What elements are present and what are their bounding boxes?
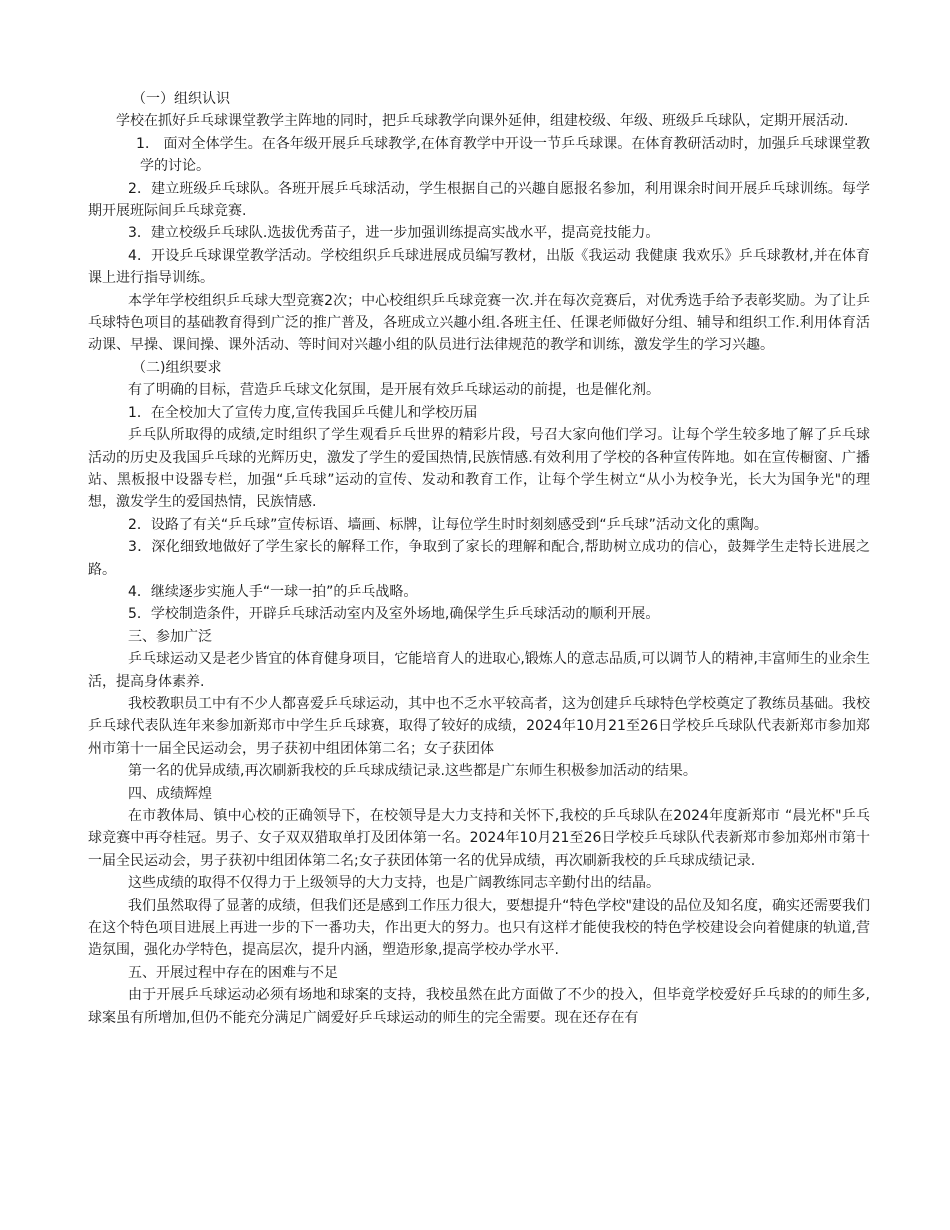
paragraph: 由于开展乒乓球运动必须有场地和球案的支持，我校虽然在此方面做了不少的投入，但毕竟学校爱好乒乓球的的师生多,球案虽有所增加,但仍不能充分满足广阔爱好乒乓球运动的师生的完全需要。现在还存在有 (88, 987, 870, 1026)
numbered-item-3: 3．建立校级乒乓球队.选拔优秀苗子，进一步加强训练提高实战水平，提高竞技能力。 (128, 225, 660, 242)
numbered-item-4: 4．继续逐步实施人手“一球一拍”的乒乓战略。 (128, 583, 418, 600)
section-heading-2: （二)组织要求 (132, 359, 222, 376)
numbered-item-4: 4．开设乒乓球课堂教学活动。学校组织乒乓球进展成员编写教材，出版《我运动 我健康 我欢乐》乒乓球教材,并在体育课上进行指导训练。 (88, 247, 870, 287)
paragraph: 有了明确的目标，营造乒乓球文化氛围，是开展有效乒乓球运动的前提，也是催化剂。 (128, 382, 660, 399)
paragraph: 乒乓队所取得的成绩,定时组织了学生观看乒乓世界的精彩片段，号召大家向他们学习。让每个学生较多地了解了乒乓球活动的历史及我国乒乓球的光辉历史，激发了学生的爱国热情,民族情感.有效利用了学校的各种宣传阵地。如在宣传橱窗、广播站、黑板报中设器专栏，加强“乒乓球”运动的宣传、发动和教育工作，让每个学生树立“从小为校争光，长大为国争光"的理想，激发学生的爱国热情，民族情感. (88, 427, 870, 511)
paragraph: 这些成绩的取得不仅得力于上级领导的大力支持，也是广阔教练同志辛勤付出的结晶。 (128, 875, 660, 892)
section-heading-1: （一）组织认识 (132, 91, 230, 107)
paragraph: 我校教职员工中有不少人都喜爱乒乓球运动，其中也不乏水平较高者，这为创建乒乓球特色学校奠定了教练员基础。我校乒乓球代表队连年来参加新郑市中学生乒乓球赛，取得了较好的成绩，2024年10月21至26日学校乒乓球队代表新郑市参加郑州市第十一届全民运动会，男子获初中组团体第二名；女子获团体 (88, 695, 870, 757)
numbered-item-1: 1． 面对全体学生。在各年级开展乒乓球教学,在体育教学中开设一节乒乓球课。在体育教研活动时，加强乒乓球课堂教学的讨论。 (136, 135, 870, 175)
paragraph: 在市教体局、镇中心校的正确领导下，在校领导是大力支持和关怀下,我校的乒乓球队在2024年度新郑市 “晨光杯"乒乓球竞赛中再夺桂冠。男子、女子双双猎取单打及团体第一名。2024年10月21至26日学校乒乓球队代表新郑市参加郑州市第十一届全民运动会，男子获初中组团体第二名;女子获团体第一名的优异成绩，再次刷新我校的乒乓球成绩记录. (88, 808, 870, 869)
paragraph: 学校在抓好乒乓球课堂教学主阵地的同时，把乒乓球教学向课外延伸，组建校级、年级、班级乒乓球队，定期开展活动. (116, 113, 849, 130)
paragraph: 第一名的优异成绩,再次刷新我校的乒乓球成绩记录.这些都是广东师生积极参加活动的结果。 (128, 763, 697, 780)
numbered-item-2: 2．设路了有关“乒乓球”宣传标语、墙画、标牌，让每位学生时时刻刻感受到“乒乓球”活动文化的熏陶。 (128, 516, 768, 533)
numbered-item-1: 1．在全校加大了宣传力度,宣传我国乒乓健儿和学校历届 (128, 404, 478, 421)
section-heading-4: 四、成绩辉煌 (128, 785, 212, 802)
numbered-item-2: 2．建立班级乒乓球队。各班开展乒乓球活动，学生根据自己的兴趣自愿报名参加，利用课余时间开展乒乓球训练。每学期开展班际间乒乓球竞赛. (88, 180, 870, 220)
paragraph: 乒乓球运动又是老少皆宜的体育健身项目，它能培育人的进取心,锻炼人的意志品质,可以调节人的精神,丰富师生的业余生活，提高身体素养. (88, 651, 870, 690)
section-heading-5: 五、开展过程中存在的困难与不足 (128, 964, 338, 981)
numbered-item-3: 3．深化细致地做好了学生家长的解释工作，争取到了家长的理解和配合,帮助树立成功的信心，鼓舞学生走特长进展之路。 (88, 539, 870, 578)
numbered-item-5: 5．学校制造条件，开辟乒乓球活动室内及室外场地,确保学生乒乓球活动的顺利开展。 (128, 606, 660, 623)
section-heading-3: 三、参加广泛 (128, 628, 212, 645)
paragraph: 我们虽然取得了显著的成绩，但我们还是感到工作压力很大，要想提升“特色学校"建设的品位及知名度，确实还需要我们在这个特色项目进展上再进一步的下一番功夫，作出更大的努力。也只有这样才能使我校的特色学校建设会向着健康的轨道,营造氛围，强化办学特色，提高层次，提升内涵，塑造形象,提高学校办学水平. (88, 897, 870, 959)
paragraph: 本学年学校组织乒乓球大型竞赛2次；中心校组织乒乓球竞赛一次.并在每次竞赛后，对优秀选手给予表彰奖励。为了让乒乓球特色项目的基础教育得到广泛的推广普及，各班成立兴趣小组.各班主任、任课老师做好分组、辅导和组织工作.利用体育活动课、早操、课间操、课外活动、等时间对兴趣小组的队员进行法律规范的教学和训练，激发学生的学习兴趣。 (88, 292, 870, 354)
